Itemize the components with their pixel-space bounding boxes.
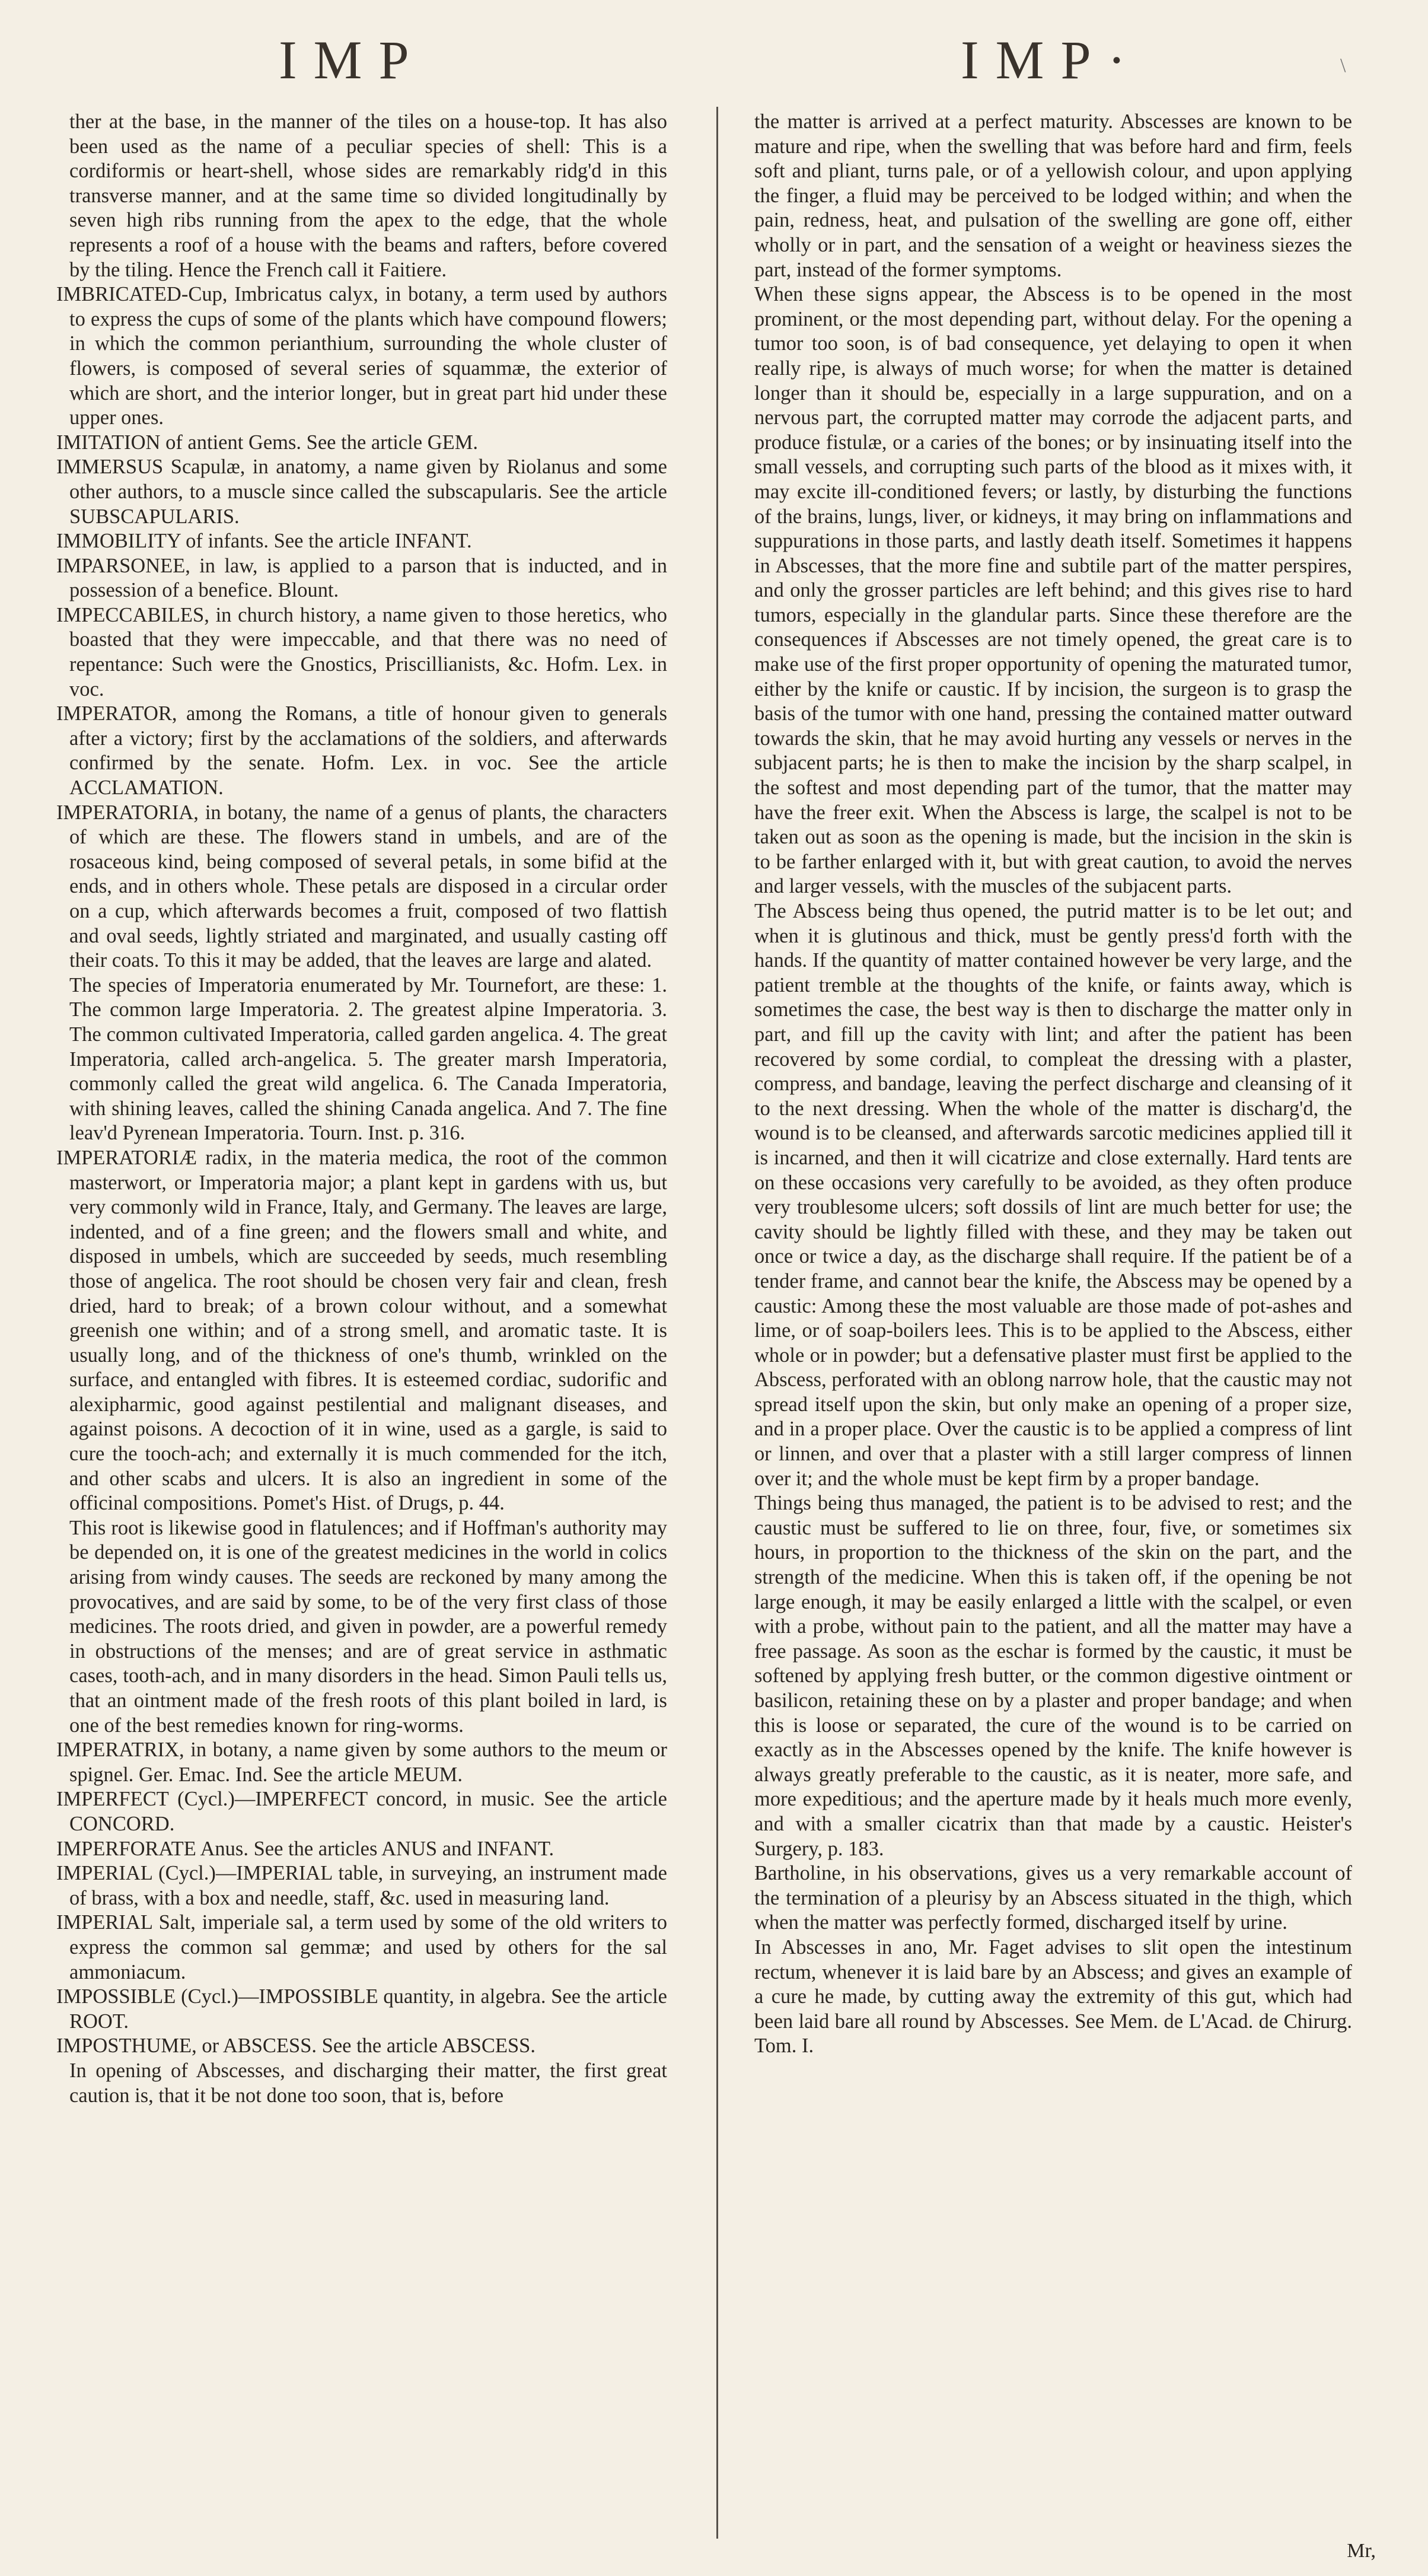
entry-imperatrix: IMPERATRIX, in botany, a name given by some authors to the meum or spignel. Ger. Emac. Ind. See the article MEUM. bbox=[56, 1738, 667, 1786]
entry-impossible: IMPOSSIBLE (Cycl.)—IMPOSSIBLE quantity, in algebra. See the article ROOT. bbox=[56, 1985, 667, 2033]
running-head-right: IMP· bbox=[961, 30, 1143, 90]
left-column bbox=[56, 110, 667, 2108]
entry-imperial-salt: IMPERIAL Salt, imperiale sal, a term used by some of the old writers to express the common sal gemmæ; and used by others for the sal ammoniacum. bbox=[56, 1911, 667, 1983]
entry-imperforate: IMPERFORATE Anus. See the articles ANUS and INFANT. bbox=[56, 1837, 554, 1860]
catchword: Mr, bbox=[1347, 2540, 1376, 2562]
running-head-left: IMP bbox=[279, 30, 426, 90]
entry-opening-abscesses: In opening of Abscesses, and discharging their matter, the first great caution is, that it be not done too soon, that is, before bbox=[69, 2059, 667, 2107]
entry-abscess-maturity: the matter is arrived at a perfect maturity. Abscesses are known to be mature and ripe, when the swelling that was before hard and firm, feels soft and pliant, turns pale, or of a yellowish colour, and upon applying the finger, a fluid may be perceived to be lodged within; and when the pain, redness, heat, and pulsation of the swelling are gone off, either wholly or in part, and the sensation of a weight or heaviness siezes the part, instead of the former symptoms. bbox=[754, 110, 1352, 281]
entry-abscess-opened: The Abscess being thus opened, the putrid matter is to be let out; and when it is glutinous and thick, must be gently press'd forth with the hands. If the quantity of matter contained however be very large, and the patient tremble at the thoughts of the knife, or faints away, which is sometimes the case, the best way is then to discharge the matter only in part, and fill up the cavity with lint; and after the patient has been recovered by some cordial, to compleat the dressing with a plaster, compress, and bandage, leaving the perfect discharge and cleansing of it to the next dressing. When the whole of the matter is discharg'd, the wound is to be cleansed, and afterwards sarcotic medicines applied till it is incarned, and then it will cicatrize and close externally. Hard tents are on these occasions very carefully to be avoided, as they often produce very troublesome ulcers; soft dossils of lint are much better for use; the cavity should be lightly filled with these, and they may be taken out once or twice a day, as the discharge shall require. If the patient be of a tender frame, and cannot bear the knife, the Abscess may be opened by a caustic: Among these the most valuable are those made of pot-ashes and lime, or of soap-boilers lees. This is to be applied to the Abscess, either whole or in powder; but a defensative plaster must first be applied to the Abscess, perforated with an oblong narrow hole, that the caustic may not spread itself upon the skin, but only make an opening of a proper size, and in a proper place. Over the caustic is to be applied a compress of lint or linnen, and over that a plaster with a still larger compress of linnen over it; and the whole must be kept firm by a proper bandage. bbox=[754, 900, 1352, 1490]
column-rule bbox=[716, 107, 718, 2539]
entry-abscess-opening: When these signs appear, the Abscess is to be opened in the most prominent, or the most depending part, without delay. For the opening a tumor too soon, is of bad consequence, yet delaying to open it when really ripe, is always of much worse; for when the matter is detained longer than it should be, especially in a large suppuration, and on a nervous part, the corrupted matter may corrode the adjacent parts, and produce fistulæ, or a caries of the bones; or by insinuating itself into the small vessels, and corrupting such parts of the blood as it mixes with, it may excite ill-conditioned fevers; or lastly, by disturbing the functions of the brains, lungs, liver, or kidneys, it may bring on inflammations and suppurations in those parts, and lastly death itself. Sometimes it happens in Abscesses, that the more fine and subtile part of the matter perspires, and only the grosser particles are left behind; and this gives rise to hard tumors, especially in the glandular parts. Since these therefore are the consequences if Abscesses are not timely opened, the great care is to make use of the first proper opportunity of opening the maturated tumor, either by the knife or caustic. If by incision, the surgeon is to grasp the basis of the tumor with one hand, pressing the contained matter outward towards the skin, that he may avoid hurting any vessels or nerves in the subjacent parts; he is then to make the incision by the sharp scalpel, in the softest and most depending part of the tumor, that the matter may have the freer exit. When the Abscess is large, the scalpel is not to be taken out as soon as the opening is made, but the incision in the skin is to be farther enlarged with it, but with great caution, to avoid the nerves and larger vessels, with the muscles of the subjacent parts. bbox=[754, 283, 1352, 898]
entry-imperfect: IMPERFECT (Cycl.)—IMPERFECT concord, in music. See the article CONCORD. bbox=[56, 1788, 667, 1835]
entry-root-flatulences: This root is likewise good in flatulences; and if Hoffman's authority may be depended on, it is one of the greatest medicines in the world in colics arising from windy causes. The seeds are reckoned by many among the provocatives, and are said by some, to be of the very first class of those medicines. The roots dried, and given in powder, are a powerful remedy in obstructions of the menses; and are of great service in asthmatic cases, tooth-ach, and in many disorders in the head. Simon Pauli tells us, that an ointment made of the fresh roots of this plant boiled in lard, is one of the best remedies known for ring-worms. bbox=[69, 1516, 667, 1737]
margin-mark: \ bbox=[1340, 55, 1346, 77]
entry-things-managed: Things being thus managed, the patient is to be advised to rest; and the caustic must be suffered to lie on three, four, five, or sometimes six hours, in proportion to the thickness of the skin on the part, and the strength of the medicine. When this is taken off, if the opening be not large enough, it may be easily enlarged a little with the scalpel, or even with a probe, without pain to the patient, and all the matter may have a free passage. As soon as the eschar is formed by the caustic, it must be softened by applying fresh butter, or the common digestive ointment or basilicon, retaining these on by a plaster and proper bandage; and when this is loose or separated, the cure of the wound is to be carried on exactly as in the Abscesses opened by the knife. The knife however is always greatly preferable to the caustic, as it is neater, more safe, and more expeditious; and the aperture made by it heals much more evenly, and with a smaller cicatrix than that made by a caustic. Heister's Surgery, p. 183. bbox=[754, 1492, 1352, 1860]
entry-continued: ther at the base, in the manner of the tiles on a house-top. It has also been used as the name of a peculiar species of shell: This is a cordiformis or heart-shell, whose sides are remarkably ridg'd in this transverse manner, and at the same time so divided longitudinally by seven high ribs running from the apex to the edge, that the whole represents a roof of a house with the beams and rafters, before covered by the tiling. Hence the French call it Faitiere. bbox=[69, 110, 667, 281]
entry-immersus: IMMERSUS Scapulæ, in anatomy, a name given by Riolanus and some other authors, to a muscle since called the subscapularis. See the article SUBSCAPULARIS. bbox=[56, 456, 667, 528]
right-column bbox=[741, 110, 1352, 2059]
entry-imperatoriae-radix: IMPERATORIÆ radix, in the materia medica, the root of the common masterwort, or Imperatoria major; a plant kept in gardens with us, but very commonly wild in France, Italy, and Germany. The leaves are large, indented, and of a fine green; and the flowers small and white, and disposed in umbels, which are succeeded by seeds, much resembling those of angelica. The root should be chosen very fair and clean, fresh dried, hard to break; of a brown colour without, and a somewhat greenish one within; and of a strong smell, and aromatic taste. It is usually long, and of the thickness of one's thumb, wrinkled on the surface, and entangled with fibres. It is esteemed cordiac, sudorific and alexipharmic, good against pestilential and malignant diseases, and against poisons. A decoction of it in wine, used as a gargle, is said to cure the tooch-ach; and externally it is much commended for the itch, and other scabs and ulcers. It is also an ingredient in some of the officinal compositions. Pomet's Hist. of Drugs, p. 44. bbox=[56, 1146, 667, 1515]
entry-immobility: IMMOBILITY of infants. See the article INFANT. bbox=[56, 530, 472, 553]
entry-imbricated-cup: IMBRICATED-Cup, Imbricatus calyx, in botany, a term used by authors to express the cups of some of the plants which have compound flowers; in which the common perianthium, surrounding the whole cluster of flowers, is composed of several series of squammæ, the exterior of which are short, and the interior longer, but in great part hid under these upper ones. bbox=[56, 283, 667, 429]
entry-imperator: IMPERATOR, among the Romans, a title of honour given to generals after a victory; first by the acclamations of the soldiers, and afterwards confirmed by the senate. Hofm. Lex. in voc. See the article ACCLAMATION. bbox=[56, 702, 667, 800]
entry-imperatoria-species: The species of Imperatoria enumerated by Mr. Tournefort, are these: 1. The common large Imperatoria. 2. The greatest alpine Imperatoria. 3. The common cultivated Imperatoria, called garden angelica. 4. The great Imperatoria, called arch-angelica. 5. The greater marsh Imperatoria, commonly called the great wild angelica. 6. The Canada Imperatoria, with shining leaves, called the shining Canada angelica. And 7. The fine leav'd Pyrenean Imperatoria. Tourn. Inst. p. 316. bbox=[69, 973, 667, 1145]
entry-imposthume: IMPOSTHUME, or ABSCESS. See the article ABSCESS. bbox=[56, 2034, 536, 2058]
entry-imperatoria: IMPERATORIA, in botany, the name of a genus of plants, the characters of which are these. The flowers stand in umbels, and are of the rosaceous kind, being composed of several petals, in some bifid at the ends, and in others whole. These petals are disposed in a circular order on a cup, which afterwards becomes a fruit, composed of two flattish and oval seeds, lightly striated and marginated, and usually casting off their coats. To this it may be added, that the leaves are large and alated. bbox=[56, 801, 667, 972]
entry-imperial-table: IMPERIAL (Cycl.)—IMPERIAL table, in surveying, an instrument made of brass, with a box and needle, staff, &c. used in measuring land. bbox=[56, 1862, 667, 1909]
entry-imitation: IMITATION of antient Gems. See the article GEM. bbox=[56, 431, 478, 454]
entry-bartholine: Bartholine, in his observations, gives us a very remarkable account of the termination of a pleurisy by an Abscess situated in the thigh, which when the matter was perfectly formed, discharged itself by urine. bbox=[754, 1862, 1352, 1934]
entry-abscesses-in-ano: In Abscesses in ano, Mr. Faget advises to slit open the intestinum rectum, whenever it is laid bare by an Abscess; and gives an example of a cure he made, by cutting away the extremity of this gut, which had been laid bare all round by Abscesses. See Mem. de L'Acad. de Chirurg. Tom. I. bbox=[754, 1935, 1352, 2058]
entry-impeccabiles: IMPECCABILES, in church history, a name given to those heretics, who boasted that they were impeccable, and that there was no need of repentance: Such were the Gnostics, Priscillianists, &c. Hofm. Lex. in voc. bbox=[56, 603, 667, 700]
entry-imparsonee: IMPARSONEE, in law, is applied to a parson that is inducted, and in possession of a benefice. Blount. bbox=[56, 554, 667, 602]
